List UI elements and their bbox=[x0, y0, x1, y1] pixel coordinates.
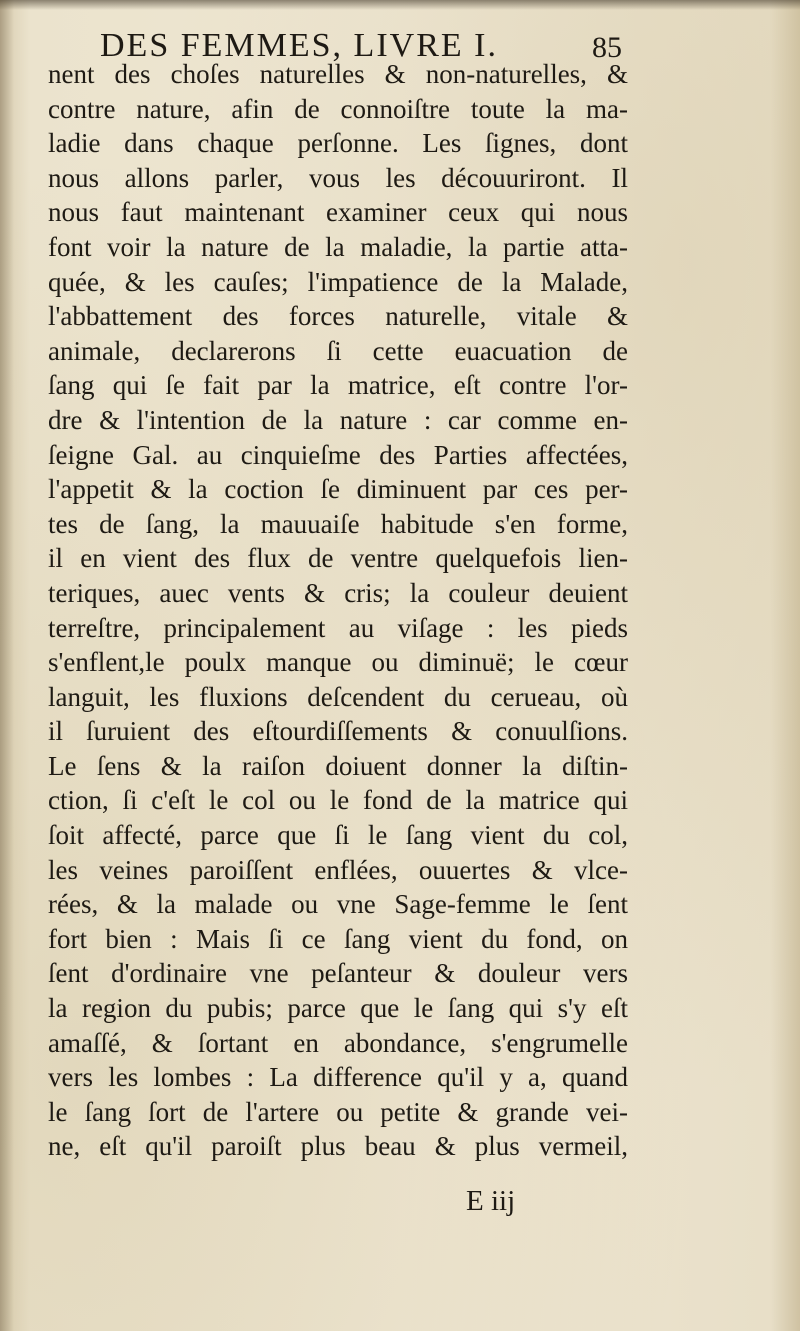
body-line: teriques, auec vents & cris; la couleur deuient bbox=[48, 577, 628, 608]
body-line: l'appetit & la coction ſe diminuent par ces per- bbox=[48, 474, 628, 505]
body-line: vers les lombes : La difference qu'il y a, quand bbox=[48, 1062, 628, 1093]
body-line: ſeigne Gal. au cinquieſme des Parties affectées, bbox=[48, 439, 628, 470]
body-line: il en vient des flux de ventre quelquefois lien- bbox=[48, 543, 628, 574]
body-line: terreſtre, principalement au viſage : les pieds bbox=[48, 612, 628, 643]
body-line: il ſuruient des eſtourdiſſements & conuulſions. bbox=[48, 716, 628, 747]
body-line: l'abbattement des forces naturelle, vitale & bbox=[48, 301, 628, 332]
running-head-title: DES FEMMES, LIVRE I. bbox=[100, 27, 498, 64]
body-line: quée, & les cauſes; l'impatience de la Malade, bbox=[48, 266, 628, 297]
body-line: le ſang ſort de l'artere ou petite & grande vei- bbox=[48, 1096, 628, 1127]
body-line: fort bien : Mais ſi ce ſang vient du fond, on bbox=[48, 923, 628, 954]
body-line: font voir la nature de la maladie, la partie atta- bbox=[48, 231, 628, 262]
body-line: nous allons parler, vous les découuriront. Il bbox=[48, 162, 628, 193]
body-line: rées, & la malade ou vne Sage-femme le ſent bbox=[48, 889, 628, 920]
body-line: ne, eſt qu'il paroiſt plus beau & plus vermeil, bbox=[48, 1131, 628, 1162]
body-line: ſent d'ordinaire vne peſanteur & douleur vers bbox=[48, 958, 628, 989]
body-line: nent des choſes naturelles & non-naturelles, & bbox=[48, 59, 628, 89]
body-line: animale, declarerons ſi cette euacuation de bbox=[48, 335, 628, 366]
body-line: amaſſé, & ſortant en abondance, s'engrumelle bbox=[48, 1027, 628, 1058]
body-line: tes de ſang, la mauuaiſe habitude s'en forme, bbox=[48, 508, 628, 539]
body-text bbox=[48, 57, 628, 1164]
body-line: Le ſens & la raiſon doiuent donner la diſtin- bbox=[48, 750, 628, 781]
body-line: languit, les fluxions deſcendent du cerueau, où bbox=[48, 681, 628, 712]
page-binding-shadow bbox=[0, 0, 14, 1331]
body-line: dre & l'intention de la nature : car comme en- bbox=[48, 404, 628, 435]
page-top-shadow bbox=[0, 0, 800, 10]
body-line: s'enflent,le poulx manque ou diminuë; le cœur bbox=[48, 647, 628, 678]
body-line: ladie dans chaque perſonne. Les ſignes, dont bbox=[48, 128, 628, 159]
body-line: ſoit affecté, parce que ſi le ſang vient du col, bbox=[48, 820, 628, 851]
signature-mark: E iij bbox=[466, 1185, 516, 1217]
body-line: nous faut maintenant examiner ceux qui nous bbox=[48, 197, 628, 228]
body-line: ction, ſi c'eſt le col ou le fond de la matrice qui bbox=[48, 785, 628, 816]
body-line: la region du pubis; parce que le ſang qui s'y eſt bbox=[48, 993, 628, 1024]
body-line: ſang qui ſe fait par la matrice, eſt contre l'or- bbox=[48, 370, 628, 401]
body-line: contre nature, afin de connoiſtre toute la ma- bbox=[48, 93, 628, 124]
body-line: les veines paroiſſent enflées, ouuertes & vlce- bbox=[48, 854, 628, 885]
page-number: 85 bbox=[592, 31, 622, 64]
